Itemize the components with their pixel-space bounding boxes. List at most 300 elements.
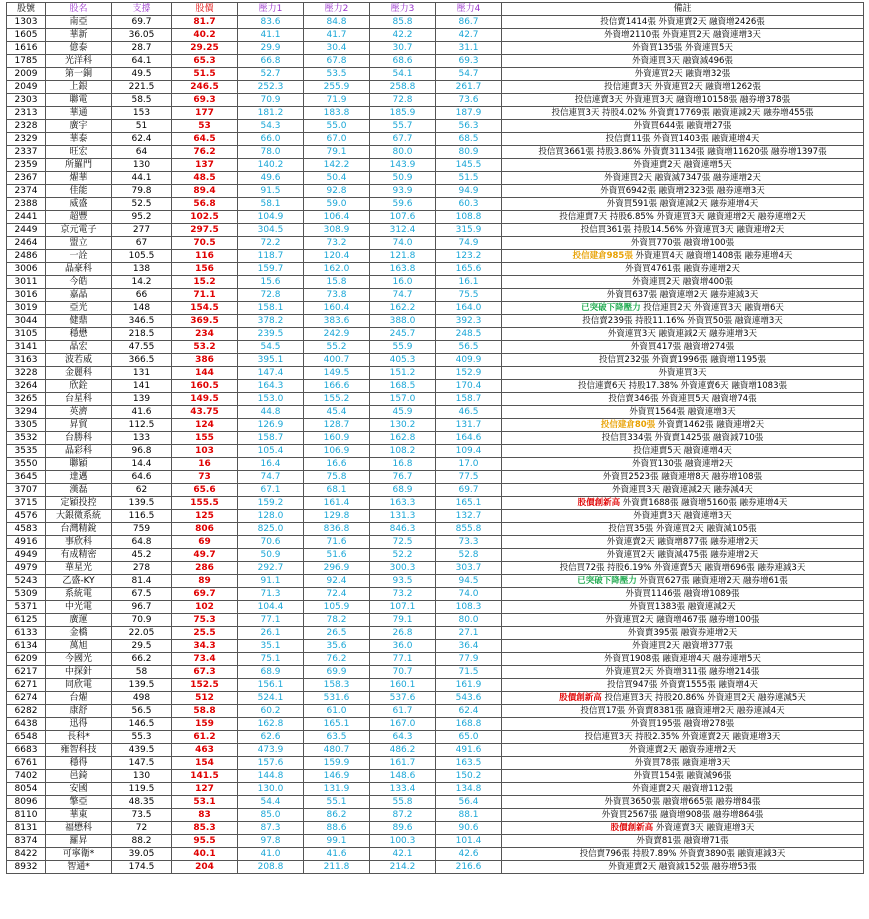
pressure-1-cell: 162.8 xyxy=(238,718,304,731)
support-cell: 96.7 xyxy=(112,601,172,614)
pressure-2-cell: 45.4 xyxy=(304,406,370,419)
header-pressure-1[interactable]: 壓力1 xyxy=(238,3,304,16)
pressure-2-cell: 161.4 xyxy=(304,497,370,510)
price-cell: 29.25 xyxy=(172,42,238,55)
table-row[interactable] xyxy=(7,744,864,757)
header-support[interactable]: 支撐 xyxy=(112,3,172,16)
table-row[interactable] xyxy=(7,835,864,848)
support-cell: 346.5 xyxy=(112,315,172,328)
note-text: 投信買361張 持股14.56% 外資連買3天 融資連增2天 xyxy=(580,225,785,235)
table-row[interactable] xyxy=(7,302,864,315)
support-cell: 64.6 xyxy=(112,471,172,484)
stock-code-cell: 8374 xyxy=(7,835,46,848)
pressure-1-cell: 158.7 xyxy=(238,432,304,445)
pressure-4-cell: 101.4 xyxy=(436,835,502,848)
pressure-3-cell: 130.2 xyxy=(370,419,436,432)
note-cell xyxy=(502,341,864,354)
pressure-1-cell: 71.3 xyxy=(238,588,304,601)
stock-code-cell: 3141 xyxy=(7,341,46,354)
table-body xyxy=(7,16,864,874)
pressure-4-cell: 36.4 xyxy=(436,640,502,653)
note-text: 投信買3661張 持股3.86% 外資賣31134張 融資增11620張 融券增1397張 xyxy=(538,147,827,157)
support-cell: 139.5 xyxy=(112,497,172,510)
table-row[interactable] xyxy=(7,29,864,42)
support-cell: 138 xyxy=(112,263,172,276)
pressure-2-cell: 68.1 xyxy=(304,484,370,497)
pressure-1-cell: 304.5 xyxy=(238,224,304,237)
price-cell: 149.5 xyxy=(172,393,238,406)
table-row[interactable] xyxy=(7,185,864,198)
pressure-2-cell: 120.4 xyxy=(304,250,370,263)
pressure-2-cell: 67.0 xyxy=(304,133,370,146)
pressure-2-cell: 50.4 xyxy=(304,172,370,185)
pressure-3-cell: 26.8 xyxy=(370,627,436,640)
pressure-1-cell: 66.0 xyxy=(238,133,304,146)
pressure-3-cell: 151.2 xyxy=(370,367,436,380)
note-cell xyxy=(502,679,864,692)
table-row[interactable] xyxy=(7,640,864,653)
pressure-4-cell: 80.9 xyxy=(436,146,502,159)
table-row[interactable] xyxy=(7,484,864,497)
table-row[interactable] xyxy=(7,328,864,341)
table-row[interactable] xyxy=(7,380,864,393)
pressure-3-cell: 70.7 xyxy=(370,666,436,679)
stock-code-cell: 4949 xyxy=(7,549,46,562)
table-row[interactable] xyxy=(7,861,864,874)
pressure-4-cell: 51.5 xyxy=(436,172,502,185)
stock-code-cell: 8110 xyxy=(7,809,46,822)
pressure-3-cell: 42.1 xyxy=(370,848,436,861)
price-cell: 286 xyxy=(172,562,238,575)
pressure-4-cell: 491.6 xyxy=(436,744,502,757)
pressure-2-cell: 92.4 xyxy=(304,575,370,588)
note-text: 外資連賣2天 融資減152張 融券增53張 xyxy=(608,862,757,872)
table-row[interactable] xyxy=(7,393,864,406)
support-cell: 139 xyxy=(112,393,172,406)
note-cell xyxy=(502,120,864,133)
table-row[interactable] xyxy=(7,705,864,718)
pressure-2-cell: 86.2 xyxy=(304,809,370,822)
stock-code-cell: 2367 xyxy=(7,172,46,185)
pressure-3-cell: 245.7 xyxy=(370,328,436,341)
price-cell: 144 xyxy=(172,367,238,380)
stock-code-cell: 5309 xyxy=(7,588,46,601)
table-row[interactable] xyxy=(7,276,864,289)
pressure-3-cell: 36.0 xyxy=(370,640,436,653)
support-cell: 52.5 xyxy=(112,198,172,211)
pressure-3-cell: 45.9 xyxy=(370,406,436,419)
support-cell: 131 xyxy=(112,367,172,380)
pressure-2-cell: 128.7 xyxy=(304,419,370,432)
pressure-1-cell: 126.9 xyxy=(238,419,304,432)
pressure-4-cell: 71.5 xyxy=(436,666,502,679)
table-row[interactable] xyxy=(7,107,864,120)
note-cell xyxy=(502,731,864,744)
header-code[interactable]: 股號 xyxy=(7,3,46,16)
support-cell: 67 xyxy=(112,237,172,250)
note-text: 投信賣11張 外資買1403張 融資連增4天 xyxy=(605,134,760,144)
price-cell: 89 xyxy=(172,575,238,588)
pressure-4-cell: 90.6 xyxy=(436,822,502,835)
pressure-4-cell: 69.3 xyxy=(436,55,502,68)
stock-code-cell: 3264 xyxy=(7,380,46,393)
price-cell: 160.5 xyxy=(172,380,238,393)
pressure-4-cell: 69.7 xyxy=(436,484,502,497)
note-cell xyxy=(502,835,864,848)
pressure-4-cell: 56.4 xyxy=(436,796,502,809)
table-row[interactable] xyxy=(7,250,864,263)
table-row[interactable] xyxy=(7,653,864,666)
pressure-1-cell: 54.5 xyxy=(238,341,304,354)
stock-name-cell: 嘉晶 xyxy=(46,289,112,302)
pressure-4-cell: 27.1 xyxy=(436,627,502,640)
note-cell xyxy=(502,718,864,731)
price-cell: 806 xyxy=(172,523,238,536)
support-cell: 14.2 xyxy=(112,276,172,289)
stock-code-cell: 3550 xyxy=(7,458,46,471)
pressure-2-cell: 211.8 xyxy=(304,861,370,874)
price-cell: 53 xyxy=(172,120,238,133)
note-cell xyxy=(502,16,864,29)
stock-code-cell: 8131 xyxy=(7,822,46,835)
table-row[interactable] xyxy=(7,549,864,562)
table-row[interactable] xyxy=(7,497,864,510)
table-row[interactable] xyxy=(7,354,864,367)
table-row[interactable] xyxy=(7,367,864,380)
pressure-3-cell: 100.3 xyxy=(370,835,436,848)
table-row[interactable] xyxy=(7,315,864,328)
pressure-3-cell: 107.6 xyxy=(370,211,436,224)
table-row[interactable] xyxy=(7,289,864,302)
stock-name-cell: 乙盛-KY xyxy=(46,575,112,588)
note-cell xyxy=(502,68,864,81)
pressure-2-cell: 79.1 xyxy=(304,146,370,159)
support-cell: 278 xyxy=(112,562,172,575)
pressure-1-cell: 62.6 xyxy=(238,731,304,744)
pressure-1-cell: 158.1 xyxy=(238,302,304,315)
pressure-4-cell: 392.3 xyxy=(436,315,502,328)
table-row[interactable] xyxy=(7,679,864,692)
note-cell xyxy=(502,601,864,614)
note-cell xyxy=(502,172,864,185)
stock-code-cell: 4576 xyxy=(7,510,46,523)
stock-name-cell: 台勝科 xyxy=(46,432,112,445)
table-row[interactable] xyxy=(7,406,864,419)
note-cell xyxy=(502,159,864,172)
pressure-3-cell: 79.1 xyxy=(370,614,436,627)
pressure-2-cell: 105.9 xyxy=(304,601,370,614)
pressure-3-cell: 76.7 xyxy=(370,471,436,484)
note-text: 外資連賣2天 融資增877張 融券連增2天 xyxy=(606,537,759,547)
pressure-1-cell: 144.8 xyxy=(238,770,304,783)
pressure-3-cell: 148.6 xyxy=(370,770,436,783)
stock-code-cell: 6683 xyxy=(7,744,46,757)
pressure-3-cell: 388.0 xyxy=(370,315,436,328)
note-cell xyxy=(502,393,864,406)
pressure-4-cell: 94.9 xyxy=(436,185,502,198)
table-row[interactable] xyxy=(7,601,864,614)
pressure-1-cell: 153.0 xyxy=(238,393,304,406)
table-row[interactable] xyxy=(7,42,864,55)
support-cell: 147.5 xyxy=(112,757,172,770)
pressure-3-cell: 167.0 xyxy=(370,718,436,731)
table-row[interactable] xyxy=(7,172,864,185)
table-row[interactable] xyxy=(7,822,864,835)
table-row[interactable] xyxy=(7,796,864,809)
stock-code-cell: 3294 xyxy=(7,406,46,419)
pressure-4-cell: 855.8 xyxy=(436,523,502,536)
note-text: 外資連買2天 融資減7347張 融券連增2天 xyxy=(604,173,761,183)
note-text: 外資買3650張 融資增665張 融券增84張 xyxy=(604,797,761,807)
pressure-1-cell: 41.1 xyxy=(238,29,304,42)
table-row[interactable] xyxy=(7,809,864,822)
table-row[interactable] xyxy=(7,120,864,133)
pressure-3-cell: 42.2 xyxy=(370,29,436,42)
stock-name-cell: 晶彩科 xyxy=(46,445,112,458)
stock-name-cell: 福懋科 xyxy=(46,822,112,835)
table-row[interactable] xyxy=(7,718,864,731)
table-row[interactable] xyxy=(7,224,864,237)
table-row[interactable] xyxy=(7,666,864,679)
table-row[interactable] xyxy=(7,757,864,770)
pressure-3-cell: 258.8 xyxy=(370,81,436,94)
support-cell: 39.05 xyxy=(112,848,172,861)
support-cell: 759 xyxy=(112,523,172,536)
note-text: 外資買4761張 融資券連增2天 xyxy=(625,264,740,274)
stock-name-cell: 穩懋 xyxy=(46,328,112,341)
table-row[interactable] xyxy=(7,471,864,484)
table-row[interactable] xyxy=(7,575,864,588)
note-cell xyxy=(502,809,864,822)
pressure-2-cell: 15.8 xyxy=(304,276,370,289)
stock-name-cell: 大銀微系統 xyxy=(46,510,112,523)
table-row[interactable] xyxy=(7,55,864,68)
note-cell xyxy=(502,42,864,55)
pressure-2-cell: 160.4 xyxy=(304,302,370,315)
stock-name-cell: 一詮 xyxy=(46,250,112,263)
table-row[interactable] xyxy=(7,692,864,705)
note-cell xyxy=(502,133,864,146)
pressure-3-cell: 133.4 xyxy=(370,783,436,796)
table-row[interactable] xyxy=(7,94,864,107)
table-row[interactable] xyxy=(7,159,864,172)
pressure-2-cell: 400.7 xyxy=(304,354,370,367)
table-row[interactable] xyxy=(7,146,864,159)
stock-name-cell: 康舒 xyxy=(46,705,112,718)
pressure-4-cell: 165.1 xyxy=(436,497,502,510)
stock-code-cell: 3228 xyxy=(7,367,46,380)
support-cell: 66.2 xyxy=(112,653,172,666)
note-text: 外資增2110張 外資連買2天 融資連增3天 xyxy=(604,30,761,40)
pressure-4-cell: 52.8 xyxy=(436,549,502,562)
price-cell: 102.5 xyxy=(172,211,238,224)
pressure-3-cell: 72.8 xyxy=(370,94,436,107)
table-row[interactable] xyxy=(7,198,864,211)
stock-code-cell: 3645 xyxy=(7,471,46,484)
support-cell: 119.5 xyxy=(112,783,172,796)
pressure-4-cell: 80.0 xyxy=(436,614,502,627)
support-cell: 45.2 xyxy=(112,549,172,562)
table-row[interactable] xyxy=(7,341,864,354)
note-cell xyxy=(502,848,864,861)
pressure-4-cell: 16.1 xyxy=(436,276,502,289)
price-cell: 15.2 xyxy=(172,276,238,289)
support-cell: 47.55 xyxy=(112,341,172,354)
stock-name-cell: 廣宇 xyxy=(46,120,112,133)
pressure-3-cell: 162.8 xyxy=(370,432,436,445)
table-row[interactable] xyxy=(7,432,864,445)
support-cell: 88.2 xyxy=(112,835,172,848)
table-row[interactable] xyxy=(7,523,864,536)
price-cell: 155.5 xyxy=(172,497,238,510)
pressure-3-cell: 107.1 xyxy=(370,601,436,614)
table-row[interactable] xyxy=(7,445,864,458)
stock-name-cell: 華星光 xyxy=(46,562,112,575)
note-text: 外資連賣3天 融資連增3天 xyxy=(653,823,755,833)
price-cell: 83 xyxy=(172,809,238,822)
support-cell: 44.1 xyxy=(112,172,172,185)
pressure-1-cell: 118.7 xyxy=(238,250,304,263)
pressure-2-cell: 55.0 xyxy=(304,120,370,133)
note-text: 投信連買3天 持股20.86% 外資連買2天 融券連減5天 xyxy=(601,693,806,703)
pressure-1-cell: 104.4 xyxy=(238,601,304,614)
stock-code-cell: 3265 xyxy=(7,393,46,406)
header-row xyxy=(7,3,864,16)
table-row[interactable] xyxy=(7,16,864,29)
table-row[interactable] xyxy=(7,588,864,601)
pressure-1-cell: 26.1 xyxy=(238,627,304,640)
pressure-3-cell: 163.3 xyxy=(370,497,436,510)
pressure-4-cell: 164.6 xyxy=(436,432,502,445)
pressure-2-cell: 72.4 xyxy=(304,588,370,601)
pressure-1-cell: 157.6 xyxy=(238,757,304,770)
highlight-tag: 已突破下降壓力 xyxy=(577,576,637,586)
price-cell: 463 xyxy=(172,744,238,757)
pressure-3-cell: 55.7 xyxy=(370,120,436,133)
stock-name-cell: 智通* xyxy=(46,861,112,874)
pressure-4-cell: 56.5 xyxy=(436,341,502,354)
note-text: 外資買6942張 融資增2323張 融券連增3天 xyxy=(600,186,765,196)
pressure-3-cell: 131.3 xyxy=(370,510,436,523)
pressure-1-cell: 473.9 xyxy=(238,744,304,757)
note-text: 外資買2523張 融資連增8天 融券增108張 xyxy=(602,472,763,482)
pressure-2-cell: 308.9 xyxy=(304,224,370,237)
pressure-4-cell: 108.8 xyxy=(436,211,502,224)
pressure-2-cell: 69.9 xyxy=(304,666,370,679)
pressure-3-cell: 157.0 xyxy=(370,393,436,406)
table-row[interactable] xyxy=(7,510,864,523)
pressure-4-cell: 108.3 xyxy=(436,601,502,614)
table-row[interactable] xyxy=(7,263,864,276)
stock-code-cell: 3163 xyxy=(7,354,46,367)
table-row[interactable] xyxy=(7,627,864,640)
stock-name-cell: 健鼎 xyxy=(46,315,112,328)
header-pressure-2[interactable]: 壓力2 xyxy=(304,3,370,16)
pressure-2-cell: 159.9 xyxy=(304,757,370,770)
header-price[interactable]: 股價 xyxy=(172,3,238,16)
note-text: 投信賣239張 持股11.16% 外資買50張 融資連增3天 xyxy=(582,316,783,326)
table-row[interactable] xyxy=(7,237,864,250)
table-row[interactable] xyxy=(7,458,864,471)
table-row[interactable] xyxy=(7,731,864,744)
note-cell xyxy=(502,263,864,276)
pressure-1-cell: 252.3 xyxy=(238,81,304,94)
price-cell: 53.1 xyxy=(172,796,238,809)
pressure-4-cell: 68.5 xyxy=(436,133,502,146)
highlight-tag: 已突破下降壓力 xyxy=(581,303,641,313)
note-cell xyxy=(502,497,864,510)
stock-name-cell: 晶宏 xyxy=(46,341,112,354)
note-cell xyxy=(502,198,864,211)
table-row[interactable] xyxy=(7,68,864,81)
table-row[interactable] xyxy=(7,783,864,796)
pressure-1-cell: 140.2 xyxy=(238,159,304,172)
table-row[interactable] xyxy=(7,211,864,224)
pressure-3-cell: 143.9 xyxy=(370,159,436,172)
note-cell xyxy=(502,861,864,874)
stock-name-cell: 穩得 xyxy=(46,757,112,770)
header-note[interactable]: 備註 xyxy=(502,3,864,16)
support-cell: 277 xyxy=(112,224,172,237)
header-pressure-4[interactable]: 壓力4 xyxy=(436,3,502,16)
support-cell: 153 xyxy=(112,107,172,120)
stock-code-cell: 4916 xyxy=(7,536,46,549)
note-text: 投信買232張 外資賣1996張 融資增1195張 xyxy=(599,355,766,365)
stock-code-cell: 1616 xyxy=(7,42,46,55)
stock-code-cell: 3535 xyxy=(7,445,46,458)
table-row[interactable] xyxy=(7,419,864,432)
stock-name-cell: 盟立 xyxy=(46,237,112,250)
stock-name-cell: 中光電 xyxy=(46,601,112,614)
table-row[interactable] xyxy=(7,562,864,575)
pressure-3-cell: 64.3 xyxy=(370,731,436,744)
table-row[interactable] xyxy=(7,614,864,627)
table-row[interactable] xyxy=(7,848,864,861)
stock-code-cell: 3006 xyxy=(7,263,46,276)
pressure-2-cell: 35.6 xyxy=(304,640,370,653)
table-row[interactable] xyxy=(7,81,864,94)
header-name[interactable]: 股名 xyxy=(46,3,112,16)
pressure-3-cell: 168.5 xyxy=(370,380,436,393)
note-cell xyxy=(502,211,864,224)
stock-pressure-table xyxy=(6,2,864,874)
stock-code-cell: 2329 xyxy=(7,133,46,146)
price-cell: 67.3 xyxy=(172,666,238,679)
pressure-3-cell: 80.0 xyxy=(370,146,436,159)
pressure-3-cell: 214.2 xyxy=(370,861,436,874)
note-cell xyxy=(502,744,864,757)
stock-code-cell: 2388 xyxy=(7,198,46,211)
support-cell: 67.5 xyxy=(112,588,172,601)
stock-code-cell: 3019 xyxy=(7,302,46,315)
note-cell xyxy=(502,302,864,315)
pressure-2-cell: 296.9 xyxy=(304,562,370,575)
stock-name-cell: 華通 xyxy=(46,107,112,120)
stock-code-cell: 5243 xyxy=(7,575,46,588)
support-cell: 81.4 xyxy=(112,575,172,588)
header-pressure-3[interactable]: 壓力3 xyxy=(370,3,436,16)
stock-name-cell: 光洋科 xyxy=(46,55,112,68)
price-cell: 73 xyxy=(172,471,238,484)
table-row[interactable] xyxy=(7,536,864,549)
pressure-3-cell: 161.7 xyxy=(370,757,436,770)
stock-name-cell: 金橋 xyxy=(46,627,112,640)
table-row[interactable] xyxy=(7,770,864,783)
stock-name-cell: 有成精密 xyxy=(46,549,112,562)
table-row[interactable] xyxy=(7,133,864,146)
stock-code-cell: 3105 xyxy=(7,328,46,341)
note-cell xyxy=(502,146,864,159)
